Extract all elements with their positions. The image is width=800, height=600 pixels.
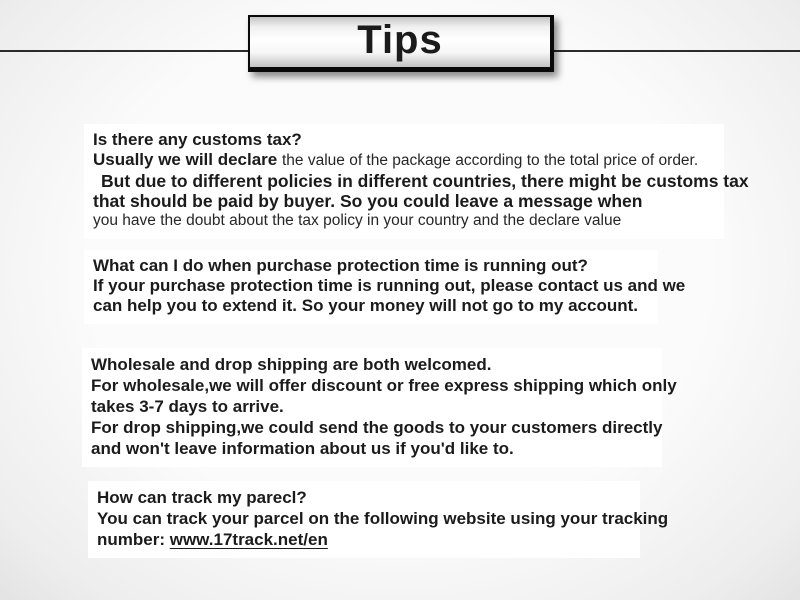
answer-line: that should be paid by buyer. So you could leave a message when [93,191,643,211]
answer-line: can help you to extend it. So your money will not go to my account. [93,296,638,315]
answer-line: takes 3-7 days to arrive. [91,397,284,416]
answer-segment: number: [97,530,170,549]
question-line: Wholesale and drop shipping are both welcomed. [91,355,492,374]
question-line: What can I do when purchase protection time is running out? [93,256,588,275]
faq-section-wholesale-dropshipping [82,348,677,467]
answer-line: you have the doubt about the tax policy in your country and the declare value [93,212,622,229]
answer-segment-light: the value of the package according to the total price of order. [281,152,699,169]
answer-line [97,529,631,550]
page-title: Tips [357,18,443,62]
faq-section-tracking [88,481,669,558]
faq-section-customs-tax [84,124,749,239]
tracking-website-link[interactable]: www.17track.net/en [169,530,328,549]
answer-line: You can track your parcel on the following website using your tracking [97,509,669,528]
answer-line: For wholesale,we will offer discount or free express shipping which only [91,376,677,395]
faq-section-purchase-protection [84,250,686,324]
answer-line: But due to different policies in different countries, there might be customs tax [101,171,749,191]
answer-line: and won't leave information about us if you'd like to. [91,439,514,458]
answer-line: For drop shipping,we could send the goods to your customers directly [91,418,663,437]
answer-line: If your purchase protection time is running out, please contact us and we [93,276,686,295]
tips-header-box [248,15,554,72]
answer-line [93,150,715,171]
question-line: How can track my parecl? [97,488,307,507]
answer-segment-bold: Usually we will declare [93,150,282,169]
question-line: Is there any customs tax? [93,130,302,149]
